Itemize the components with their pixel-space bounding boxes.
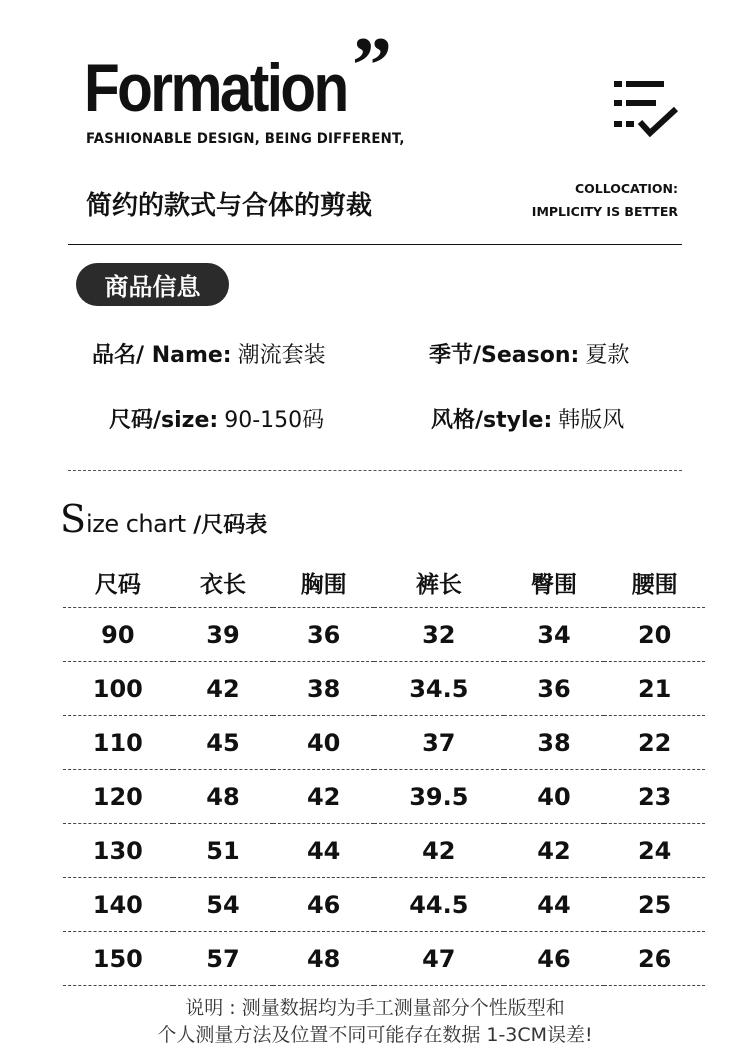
table-cell: 44.5 — [374, 878, 504, 932]
table-row — [63, 662, 705, 716]
table-cell: 44 — [504, 878, 605, 932]
info-style-value: 韩版风 — [558, 408, 625, 433]
table-cell: 24 — [604, 824, 705, 878]
table-cell: 140 — [63, 878, 173, 932]
table-cell: 110 — [63, 716, 173, 770]
table-cell: 48 — [273, 932, 374, 986]
table-cell: 39 — [173, 608, 274, 662]
table-cell: 21 — [604, 662, 705, 716]
table-cell: 22 — [604, 716, 705, 770]
info-size — [109, 410, 324, 432]
table-cell: 44 — [273, 824, 374, 878]
header-cell: 臀围 — [504, 558, 605, 608]
checklist-icon — [610, 75, 682, 147]
table-cell: 150 — [63, 932, 173, 986]
table-cell: 130 — [63, 824, 173, 878]
table-row — [63, 770, 705, 824]
table-cell: 26 — [604, 932, 705, 986]
header-cell: 裤长 — [374, 558, 504, 608]
table-cell: 38 — [504, 716, 605, 770]
table-cell: 20 — [604, 608, 705, 662]
info-size-value: 90-150码 — [224, 408, 325, 433]
table-cell: 34 — [504, 608, 605, 662]
table-cell: 34.5 — [374, 662, 504, 716]
collocation-line1: COLLOCATION: — [574, 181, 678, 196]
table-cell: 23 — [604, 770, 705, 824]
table-cell: 32 — [374, 608, 504, 662]
collocation-note — [532, 177, 678, 223]
section-label-product-info: 商品信息 — [76, 263, 229, 306]
header-cell: 腰围 — [604, 558, 705, 608]
info-style-key: 风格/style: — [431, 408, 553, 433]
info-style — [431, 410, 624, 432]
table-cell: 120 — [63, 770, 173, 824]
header-cell: 衣长 — [173, 558, 274, 608]
divider-dashed — [68, 470, 682, 471]
size-chart-header-row — [63, 558, 705, 608]
table-cell: 51 — [173, 824, 274, 878]
note-line1: 说明 : 测量数据均为手工测量部分个性版型和 — [185, 997, 565, 1019]
divider-solid — [68, 244, 682, 245]
info-size-key: 尺码/size: — [109, 408, 219, 433]
size-chart-title-rest: ize chart — [86, 510, 186, 538]
info-name-value: 潮流套装 — [237, 343, 326, 368]
table-cell: 42 — [504, 824, 605, 878]
tagline: FASHIONABLE DESIGN, BEING DIFFERENT, — [86, 131, 405, 147]
size-chart-title-initial: S — [60, 497, 87, 541]
table-cell: 42 — [273, 770, 374, 824]
table-cell: 40 — [504, 770, 605, 824]
table-row — [63, 716, 705, 770]
collocation-line2: IMPLICITY IS BETTER — [531, 204, 678, 219]
table-cell: 36 — [504, 662, 605, 716]
table-cell: 40 — [273, 716, 374, 770]
header-cell: 胸围 — [273, 558, 374, 608]
table-cell: 42 — [173, 662, 274, 716]
table-cell: 25 — [604, 878, 705, 932]
info-season-key: 季节/Season: — [429, 343, 580, 368]
table-cell: 37 — [374, 716, 504, 770]
info-season — [429, 345, 629, 367]
size-chart-title-cn: /尺码表 — [185, 513, 268, 538]
info-name-key: 品名/ Name: — [92, 343, 232, 368]
info-season-value: 夏款 — [585, 343, 630, 368]
table-cell: 36 — [273, 608, 374, 662]
table-cell: 46 — [273, 878, 374, 932]
subtitle: 简约的款式与合体的剪裁 — [86, 191, 373, 221]
table-cell: 57 — [173, 932, 274, 986]
table-cell: 90 — [63, 608, 173, 662]
note-line2: 个人测量方法及位置不同可能存在数据 1-3CM误差! — [157, 1024, 593, 1046]
quote-mark: ” — [352, 22, 392, 110]
table-cell: 100 — [63, 662, 173, 716]
table-cell: 47 — [374, 932, 504, 986]
size-chart-title — [60, 497, 267, 541]
header-cell: 尺码 — [63, 558, 173, 608]
table-row — [63, 932, 705, 986]
table-cell: 48 — [173, 770, 274, 824]
table-row — [63, 878, 705, 932]
table-row — [63, 824, 705, 878]
table-cell: 54 — [173, 878, 274, 932]
table-cell: 42 — [374, 824, 504, 878]
info-name — [92, 345, 326, 367]
table-cell: 38 — [273, 662, 374, 716]
size-chart-table — [63, 558, 705, 986]
table-cell: 45 — [173, 716, 274, 770]
brand-title: Formation — [84, 50, 347, 126]
table-cell: 39.5 — [374, 770, 504, 824]
table-row — [63, 608, 705, 662]
table-cell: 46 — [504, 932, 605, 986]
